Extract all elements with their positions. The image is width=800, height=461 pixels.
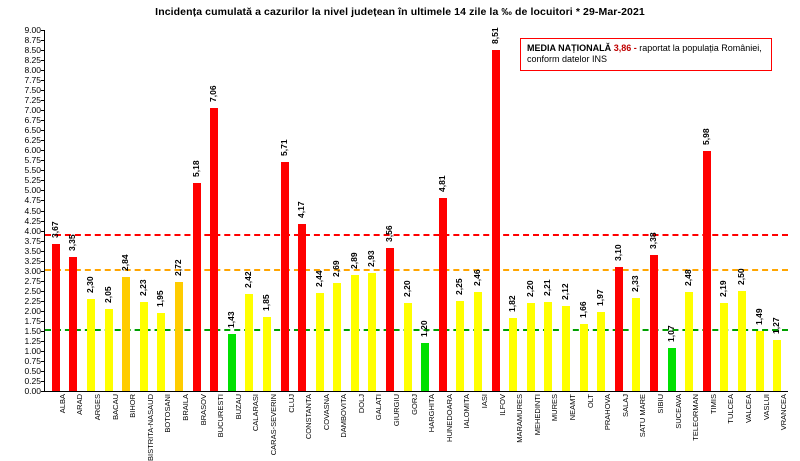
bar[interactable] [84,276,95,391]
bar-group [276,30,296,413]
y-tick-mark [41,391,45,392]
bar-group [716,30,736,424]
bar[interactable] [401,280,412,391]
x-tick-label: ILFOV [497,394,507,416]
bar-group [416,30,437,433]
y-tick-label: 9.00 [24,25,41,35]
bar[interactable] [771,317,782,391]
bar-group [645,30,665,414]
plot-area [24,25,789,461]
bar-value-label: 5,18 [190,160,201,178]
bar-value-label: 1,43 [225,311,236,328]
bar-group [592,30,613,431]
x-tick-label: BUZAU [233,394,243,420]
y-tick-label: 7.00 [24,105,41,116]
x-tick-label: BIHOR [128,394,138,418]
bar[interactable] [67,234,78,391]
bar-group [751,30,771,421]
bar[interactable] [278,139,289,391]
bar-value-label: 2,93 [366,250,377,268]
annotation-text: raportat la populația României, [639,43,762,53]
bar-group [381,30,402,427]
bar-value-label: 3,38 [647,232,658,250]
x-tick-label: MURES [550,394,560,422]
y-tick-label: 0.50 [24,365,41,376]
x-tick-label: HARGHITA [427,394,437,433]
bar-value-label: 2,44 [313,270,324,288]
x-tick-label: BACAU [110,394,120,420]
bar-value-label: 1,97 [595,289,606,306]
y-tick-label: 2.00 [24,305,41,316]
bar-value-label: 2,46 [472,269,483,287]
x-tick-label: SUCEAVA [673,394,683,429]
y-tick-label: 8.50 [24,45,41,56]
y-tick-label: 8.25 [24,55,41,66]
bar-group [241,30,261,432]
y-tick-label: 4.50 [24,205,41,216]
bar[interactable] [348,252,359,391]
bar[interactable] [612,244,623,391]
bar[interactable] [454,278,465,391]
bar-group [452,30,472,429]
bar-value-label: 2,42 [243,271,254,288]
y-tick-label: 2.25 [24,295,41,306]
y-tick-label: 1.50 [24,325,41,336]
bar-value-label: 2,69 [331,260,342,278]
y-tick-label: 2.75 [24,275,41,286]
y-tick-label: 7.75 [24,75,41,86]
bar-group [311,30,331,431]
bar-value-label: 2,05 [102,286,113,303]
bar-group [504,30,525,443]
x-tick-label: BISTRITA-NASAUD [145,394,155,461]
x-tick-label: TELEORMAN [691,394,701,441]
bar[interactable] [419,320,430,391]
x-tick-label: GIURGIU [392,394,402,427]
bar[interactable] [172,259,183,391]
bar-group [170,30,190,421]
bar-group [258,30,278,456]
bar-group [223,30,243,420]
bar-value-label: 8,51 [489,27,500,44]
bar-group [628,30,648,438]
bar-value-label: 2,19 [718,280,729,298]
y-tick-label: 4.00 [24,225,41,236]
x-tick-label: MARAMURES [515,394,525,443]
y-tick-label: 8.00 [24,65,41,76]
x-tick-label: GORJ [409,394,419,415]
x-tick-label: VALCEA [743,394,753,424]
x-tick-label: BUCURESTI [216,394,226,438]
x-tick-label: BRAILA [180,394,190,421]
bar-group [522,30,542,436]
bar-series [45,27,789,461]
annotation-value: 3,86 - [613,43,637,53]
x-tick-label: PRAHOVA [603,394,613,431]
y-tick-label: 1.00 [24,345,41,356]
bar[interactable] [49,221,60,391]
x-tick-label: HUNEDOARA [444,394,454,442]
bar[interactable] [260,294,271,391]
bar-value-label: 2,48 [683,268,694,286]
bar[interactable] [137,279,148,391]
y-tick-label: 3.25 [24,255,41,266]
bar-value-label: 1,07 [665,325,676,343]
x-tick-label: CARAS-SEVERIN [268,394,278,456]
x-tick-label: ARGES [92,394,102,421]
bar[interactable] [155,290,166,391]
bar-group [540,30,560,422]
x-tick-label: VASLUI [761,394,771,421]
bar[interactable] [700,128,711,391]
y-tick-label: 5.50 [24,165,41,176]
y-tick-label: 6.25 [24,135,41,146]
bar-group [65,30,85,415]
x-tick-label: VRANCEA [779,394,789,431]
bar-group [680,30,701,441]
bar-value-label: 3,10 [612,244,623,261]
bar[interactable] [577,301,588,391]
x-tick-label: DOLJ [356,394,366,414]
bar-group [82,30,102,421]
y-tick-label: 6.75 [24,115,41,126]
bar[interactable] [208,85,219,391]
chart-title: Incidența cumulată a cazurilor la nivel județean în ultimele 14 zile la ‰ de locuitori * 29-Mar-2021 [155,6,645,18]
annotation-text-2: conform datelor INS [527,54,608,65]
bar-value-label: 2,20 [524,280,535,297]
bar-value-label: 1,82 [507,295,518,312]
bar-group [100,30,120,420]
y-tick-label: 6.00 [24,145,41,156]
bar-value-label: 2,20 [401,280,412,297]
bar-value-label: 5,98 [700,128,711,146]
bar-group [329,30,349,438]
y-tick-label: 2.50 [24,285,41,296]
bar[interactable] [120,254,131,391]
bar-value-label: 3,35 [67,234,78,251]
bar-value-label: 2,21 [542,279,553,297]
bar[interactable] [683,268,694,391]
bar-value-label: 2,50 [735,268,746,285]
y-tick-label: 3.50 [24,245,41,256]
bar-value-label: 2,33 [630,275,641,292]
x-tick-label: CLUJ [286,394,296,413]
bar[interactable] [313,270,324,391]
bar[interactable] [102,286,113,391]
bar-value-label: 2,12 [560,283,571,300]
national-average-annotation [520,38,772,71]
bar-value-label: 2,25 [454,278,465,295]
y-tick-label: 1.25 [24,335,41,346]
bar[interactable] [366,250,377,391]
y-tick-label: 3.00 [24,265,41,276]
bar[interactable] [735,268,746,391]
y-tick-label: 7.25 [24,95,41,106]
x-tick-label: SALAJ [620,394,630,417]
bar-value-label: 3,56 [384,225,395,243]
x-tick-label: TIMIS [708,394,718,414]
bar-value-label: 1,27 [771,317,782,335]
bar-value-label: 3,67 [49,221,60,238]
y-tick-label: 7.50 [24,85,41,96]
bar[interactable] [542,279,553,391]
x-tick-label: BOTOSANI [163,394,173,433]
bar[interactable] [507,295,518,391]
bar-value-label: 2,84 [120,254,131,272]
x-tick-label: ALBA [57,394,67,414]
y-tick-label: 0.75 [24,355,41,366]
x-tick-label: CALARASI [251,394,261,432]
bar[interactable] [560,283,571,391]
bar-value-label: 7,06 [208,85,219,102]
x-tick-label: BRASOV [198,394,208,426]
x-tick-label: GALATI [374,394,384,421]
bar-value-label: 2,89 [348,252,359,270]
bar-group [434,30,454,442]
bar-value-label: 2,23 [137,279,148,296]
bar-group [768,30,789,431]
bar[interactable] [243,271,254,391]
bar[interactable] [524,280,535,391]
bar[interactable] [472,269,483,391]
bar-value-label: 2,30 [84,276,95,293]
bar[interactable] [647,232,658,391]
y-tick-label: 0.25 [24,375,41,386]
bar-group [205,30,226,438]
bar[interactable] [436,175,447,391]
y-tick-label: 5.00 [24,185,41,196]
bar[interactable] [489,27,500,391]
y-tick-label: 1.75 [24,315,41,326]
bar-group [575,30,595,409]
bar[interactable] [595,289,606,391]
bar[interactable] [384,225,395,391]
bar-value-label: 1,66 [577,301,588,319]
bar-group [698,30,718,414]
x-tick-label: DAMBOVITA [339,394,349,438]
x-tick-label: MEHEDINTI [532,394,542,436]
y-tick-label: 5.25 [24,175,41,186]
bar-value-label: 2,72 [172,259,183,276]
x-tick-label: IALOMITA [462,394,472,429]
y-tick-label: 3.75 [24,235,41,246]
bar-group [188,30,208,426]
bar-group [346,30,366,414]
y-tick-label: 8.75 [24,35,41,46]
annotation-label: MEDIA NAȚIONALĂ [527,43,612,53]
bar-group [469,30,490,409]
bar-group [293,30,314,440]
bar-group [117,30,138,418]
y-tick-label: 4.25 [24,215,41,226]
y-tick-label: 6.50 [24,125,41,136]
bar-value-label: 1,49 [753,308,764,326]
bar-group [487,27,507,416]
x-tick-label: TULCEA [726,394,736,424]
bar-value-label: 4,17 [296,201,307,218]
bar-group [610,30,630,417]
x-tick-label: ARAD [75,394,85,415]
x-tick-label: NEAMT [568,394,578,421]
x-tick-label: CONSTANTA [304,394,314,440]
bar[interactable] [665,325,676,391]
bar[interactable] [630,275,641,391]
bar-value-label: 4,81 [436,175,447,193]
bar-value-label: 1,20 [419,320,430,337]
bar-group [47,30,67,414]
y-tick-label: 4.75 [24,195,41,206]
x-tick-label: SATU MARE [638,394,648,438]
bar[interactable] [753,308,764,391]
bar-value-label: 5,71 [278,139,289,156]
x-tick-label: SIBIU [655,394,665,414]
x-tick-label: OLT [585,394,595,409]
bar[interactable] [296,201,307,391]
y-tick-label: 0.00 [24,386,41,396]
bar-group [153,30,173,433]
bar-group [135,30,155,461]
bar[interactable] [225,311,236,391]
bar[interactable] [718,280,729,391]
bar-value-label: 1,95 [155,290,166,307]
bar-group [399,30,419,415]
bar-group [557,30,578,421]
x-tick-label: COVASNA [321,394,331,431]
bar-value-label: 1,85 [260,294,271,311]
bar-group [663,30,683,429]
bar[interactable] [190,160,201,391]
bar-group [733,30,753,424]
y-tick-label: 5.75 [24,155,41,166]
bar[interactable] [331,260,342,391]
x-tick-label: IASI [480,394,490,409]
bar-group [364,30,384,421]
